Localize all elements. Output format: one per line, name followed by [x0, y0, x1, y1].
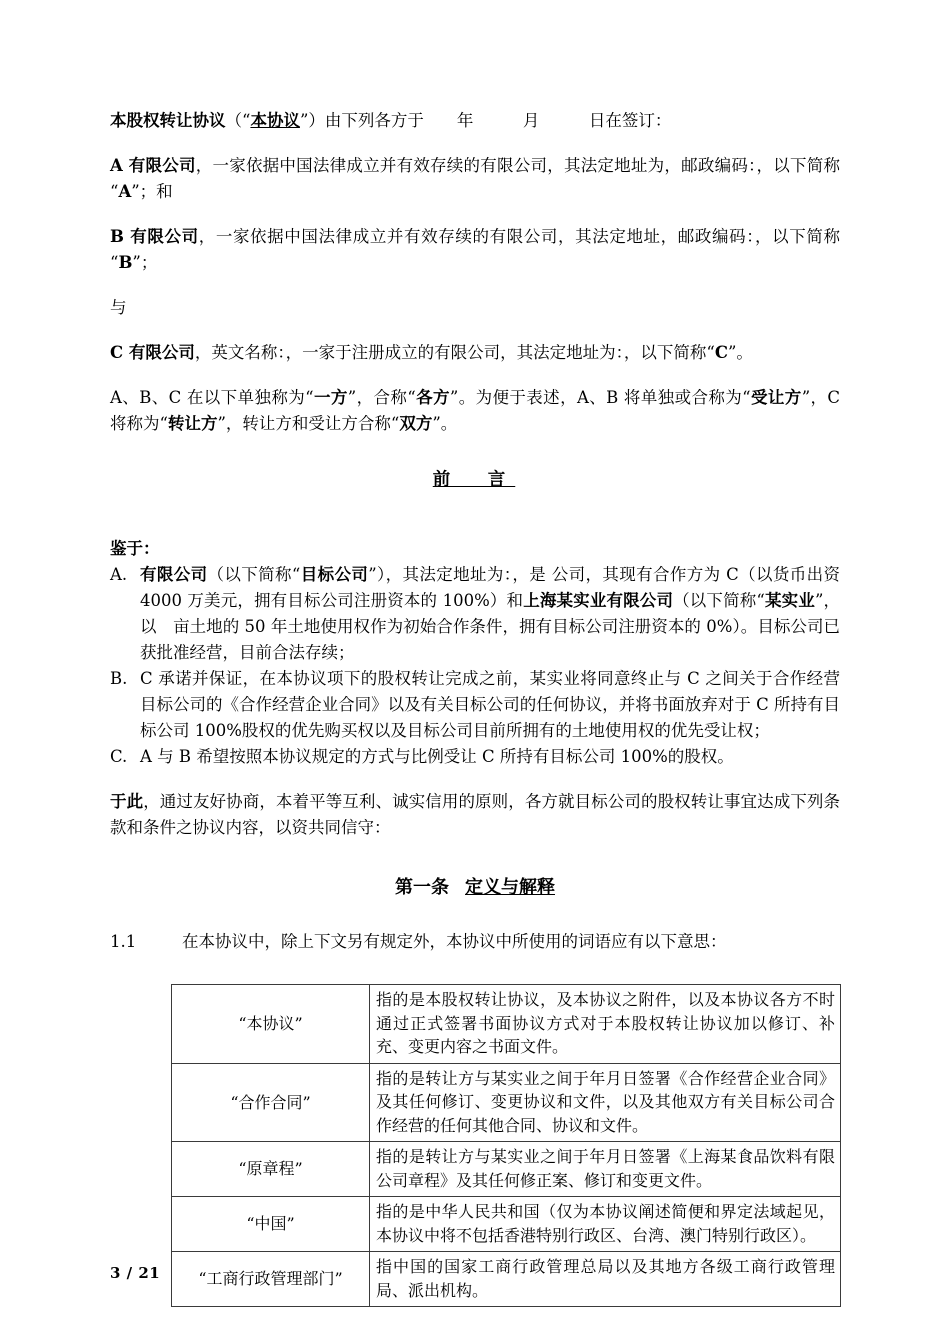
closing-body: ，通过友好协商，本着平等互利、诚实信用的原则，各方就目标公司的股权转让事宜达成下列条款和条件之协议内容，以资共同信守： — [110, 792, 841, 837]
agreement-title-bold: 本股权转让协议 — [110, 111, 226, 130]
defined-term-this-agreement: 本协议 — [250, 111, 300, 130]
definition-text-cell: 指的是本股权转让协议，及本协议之附件，以及本协议各方不时通过正式签署书面协议方式对于本股权转让协议加以修订、补充、变更内容之书面文件。 — [370, 985, 841, 1064]
recital-marker: A. — [110, 565, 128, 584]
recital-item — [110, 562, 840, 666]
table-row — [172, 985, 841, 1064]
party-c-tail: ”。 — [727, 343, 753, 362]
party-b-body: ，一家依据中国法律成立并有效存续的有限公司，其法定地址，邮政编码：，以下简称“ — [110, 227, 840, 272]
recital-marker: B. — [110, 669, 128, 688]
definition-term-cell: “原章程” — [172, 1142, 370, 1197]
definition-term-cell: “工商行政管理部门” — [172, 1252, 370, 1307]
recital-item — [110, 744, 840, 770]
collective-seg-3: ”。为便于表述，A、B 将单独或合称为“ — [449, 388, 751, 407]
whereas-label-text: 鉴于： — [110, 539, 160, 558]
term-both-parties: 双方 — [399, 414, 433, 433]
definition-text-cell: 指的是中华人民共和国（仅为本协议阐述简便和界定法域起见，本协议中将不包括香港特别行政区、台湾、澳门特别行政区）。 — [370, 1197, 841, 1252]
definition-text-cell: 指的是转让方与某实业之间于年月日签署《上海某食品饮料有限公司章程》及其任何修正案、修订和变更文件。 — [370, 1142, 841, 1197]
term-one-party: 一方 — [313, 388, 348, 407]
intro-paren-open: （“ — [225, 111, 251, 130]
definition-term-cell: “本协议” — [172, 985, 370, 1064]
clause-1-1-number: 1.1 — [110, 932, 137, 951]
party-c-paragraph — [110, 340, 840, 366]
recital-text: A 与 B 希望按照本协议规定的方式与比例受让 C 所持有目标公司 100%的股权。 — [140, 747, 734, 766]
recital-text: ”），其法定地址为：，是 公司，其现有合作方为 C（以货币出资 4000 万美元，拥有目标公司注册资本的 100%）和 — [140, 565, 840, 610]
term-all-parties: 各方 — [415, 388, 450, 407]
party-a-name: A 有限公司 — [110, 156, 196, 175]
definition-text-cell: 指中国的国家工商行政管理总局以及其地方各级工商行政管理局、派出机构。 — [370, 1252, 841, 1307]
recital-bold-term: 目标公司 — [300, 565, 369, 584]
definitions-table — [171, 984, 841, 1307]
clause-1-1 — [110, 929, 840, 955]
party-a-short-name: A — [118, 182, 132, 201]
clause-1-1-text: 在本协议中，除上下文另有规定外，本协议中所使用的词语应有以下意思： — [182, 932, 727, 951]
page-content — [110, 108, 840, 1307]
party-b-tail: ”； — [132, 253, 158, 272]
recitals-list — [110, 562, 840, 770]
parties-conjunction: 与 — [110, 298, 127, 317]
recital-marker: C. — [110, 747, 128, 766]
preface-heading — [110, 467, 840, 493]
whereas-label — [110, 536, 840, 562]
definition-text-cell: 指的是转让方与某实业之间于年月日签署《合作经营企业合同》及其任何修订、变更协议和文件，以及其他双方有关目标公司合作经营的任何其他合同、协议和文件。 — [370, 1063, 841, 1142]
collective-seg-1: A、B、C 在以下单独称为“ — [110, 388, 314, 407]
table-row — [172, 1142, 841, 1197]
clause-one-heading — [110, 875, 840, 901]
collective-seg-5: ”，转让方和受让方合称“ — [217, 414, 400, 433]
collective-seg-2: ”，合称“ — [347, 388, 416, 407]
term-transferee: 受让方 — [750, 388, 802, 407]
closing-lead-bold: 于此 — [110, 792, 144, 811]
party-c-body: ，英文名称：，一家于注册成立的有限公司，其法定地址为：，以下简称“ — [194, 343, 715, 362]
party-a-tail: ”；和 — [131, 182, 173, 201]
party-c-short-name: C — [714, 343, 728, 362]
recital-text: ”，以 亩土地的 50 年土地使用权作为初始合作条件，拥有目标公司注册资本的 0%）。目标公司已获批准经营，目前合法存续； — [140, 591, 841, 662]
party-b-paragraph — [110, 224, 840, 276]
recital-bold-term: 某实业 — [764, 591, 815, 610]
preface-heading-text: 前 言 — [432, 470, 516, 490]
collective-seg-6: ”。 — [432, 414, 458, 433]
definition-term-cell: “中国” — [172, 1197, 370, 1252]
table-row — [172, 1063, 841, 1142]
table-row — [172, 1252, 841, 1307]
recital-text: （以下简称“ — [673, 591, 765, 610]
page-number-footer: 3 / 21 — [110, 1264, 161, 1282]
intro-date-blank-text: 由下列各方于 年 月 日在签订： — [324, 111, 672, 130]
preface-closing-paragraph — [110, 789, 840, 841]
recital-bold-term: 有限公司 — [140, 565, 208, 584]
clause-one-number: 第一条 — [395, 877, 449, 898]
party-b-name: B 有限公司 — [110, 227, 199, 246]
recital-text: （以下简称“ — [207, 565, 301, 584]
recital-text: C 承诺并保证，在本协议项下的股权转让完成之前，某实业将同意终止与 C 之间关于合作经营目标公司的《合作经营企业合同》以及有关目标公司的任何协议，并将书面放弃对于 C 所持有目标公司 100%股权的优先购买权以及目标公司目前所拥有的土地使用权的优先受让权； — [140, 669, 840, 740]
party-b-short-name: B — [118, 253, 133, 272]
party-a-paragraph — [110, 153, 840, 205]
clause-one-title: 定义与解释 — [465, 877, 555, 898]
collective-seg-4: ”，C 将称为“ — [110, 388, 841, 433]
term-transferor: 转让方 — [167, 414, 218, 433]
preamble-intro-line — [110, 108, 840, 134]
intro-paren-close: ”） — [299, 111, 325, 130]
table-row — [172, 1197, 841, 1252]
party-c-name: C 有限公司 — [110, 343, 195, 362]
party-a-body: ，一家依据中国法律成立并有效存续的有限公司，其法定地址为，邮政编码：，以下简称“ — [110, 156, 841, 201]
recital-bold-term: 上海某实业有限公司 — [523, 591, 674, 610]
definition-term-cell: “合作合同” — [172, 1063, 370, 1142]
definitions-table-wrapper — [110, 984, 840, 1307]
recital-item — [110, 666, 840, 744]
collective-definitions-paragraph — [110, 385, 840, 437]
